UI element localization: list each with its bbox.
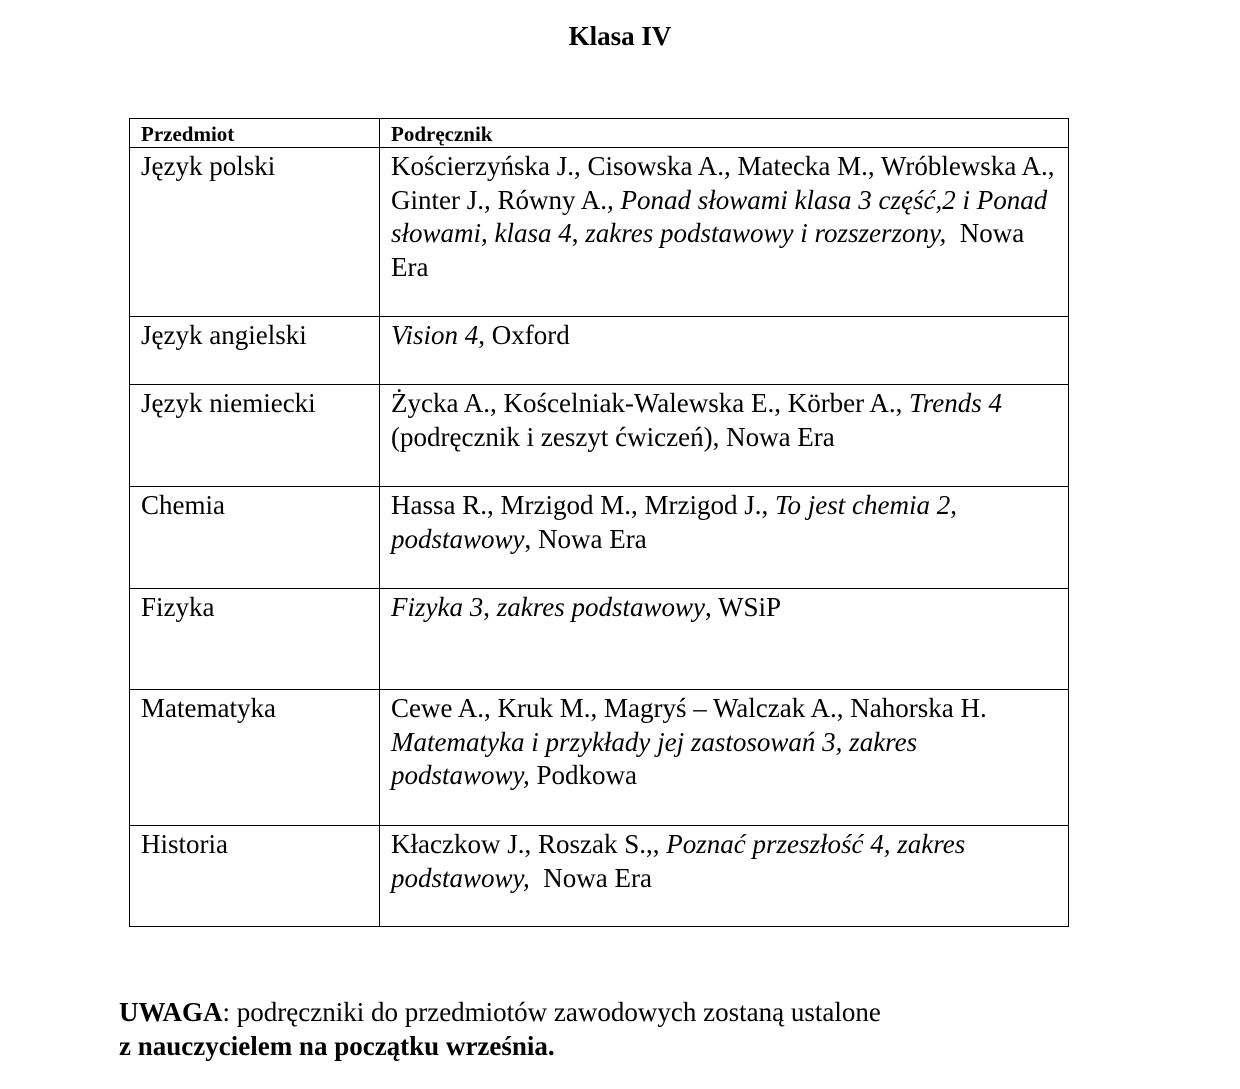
- textbook-title-text: Trends 4: [909, 388, 1002, 418]
- table-row: [130, 826, 1069, 927]
- subject-cell: Język niemiecki: [130, 385, 380, 487]
- column-header-textbook: Podręcznik: [380, 119, 1069, 148]
- subject-cell: Matematyka: [130, 690, 380, 826]
- textbook-cell: [380, 826, 1069, 927]
- textbook-text: Nowa Era: [529, 862, 652, 893]
- textbook-title-text: zakres podstawowy: [496, 592, 705, 622]
- textbook-table: [129, 118, 1069, 927]
- textbook-text: ,: [950, 490, 964, 520]
- textbook-text: Podkowa: [529, 760, 638, 790]
- note: [119, 995, 881, 1063]
- textbook-text: (podręcznik i zeszyt ćwiczeń), Nowa Era: [391, 388, 1009, 452]
- textbook-text: Kościerzyńska J., Cisowska A., Matecka M., Wróblewska A., Ginter J., Równy A.: [391, 151, 1062, 215]
- textbook-text: , Oxford: [478, 320, 570, 350]
- subject-cell: Historia: [130, 826, 380, 927]
- textbook-text: Kłaczkow J., Roszak S.,,: [391, 829, 667, 859]
- textbook-cell: [380, 385, 1069, 487]
- textbook-text: Hassa R., Mrzigod M., Mrzigod J.,: [391, 490, 775, 520]
- textbook-cell: [380, 589, 1069, 690]
- textbook-title-text: Poznać przeszłość 4, zakres podstawowy,: [391, 829, 972, 893]
- textbook-text: Życka A., Koścelniak-Walewska E., Körber A.,: [391, 388, 910, 418]
- subject-cell: Chemia: [130, 487, 380, 589]
- textbook-cell: [380, 690, 1069, 826]
- page-title: Klasa IV: [568, 21, 672, 51]
- table-row: [130, 589, 1069, 690]
- table-row: [130, 385, 1069, 487]
- textbook-cell: [380, 487, 1069, 589]
- textbook-title-text: podstawowy: [391, 523, 525, 554]
- textbook-title-text: zakres podstawowy i rozszerzony,: [585, 218, 947, 248]
- textbook-title-text: To jest chemia 2: [774, 490, 951, 520]
- table-row: [130, 487, 1069, 589]
- textbook-text: , WSiP: [704, 592, 782, 622]
- table-header-row: [130, 119, 1069, 148]
- table-row: [130, 690, 1069, 826]
- textbook-text: ,: [571, 218, 586, 248]
- note-lead: UWAGA: [119, 997, 223, 1027]
- textbook-text: Nowa Era: [391, 218, 1032, 282]
- subject-cell: Język angielski: [130, 317, 380, 385]
- textbook-title-text: Matematyka i przykłady jej zastosowań 3, zakres podstawowy,: [391, 726, 924, 790]
- table-row: [130, 148, 1069, 317]
- subject-cell: Fizyka: [130, 589, 380, 690]
- column-header-subject: Przedmiot: [130, 119, 380, 148]
- note-bold-line: z nauczycielem na początku września.: [119, 1031, 555, 1061]
- textbook-cell: [380, 317, 1069, 385]
- textbook-text: ,: [483, 592, 497, 622]
- table-row: [130, 317, 1069, 385]
- textbook-text: Cewe A., Kruk M., Magryś – Walczak A., Nahorska H.: [391, 693, 994, 723]
- textbook-text: , Nowa Era: [524, 523, 647, 554]
- subject-cell: Język polski: [130, 148, 380, 317]
- note-text: : podręczniki do przedmiotów zawodowych zostaną ustalone: [222, 997, 881, 1027]
- textbook-cell: [380, 148, 1069, 317]
- textbook-title-text: , Ponad słowami klasa 3 część,2 i Ponad słowami, klasa 4: [391, 184, 1054, 248]
- textbook-title-text: Vision 4: [391, 320, 479, 350]
- textbook-title-text: Fizyka 3: [391, 592, 484, 622]
